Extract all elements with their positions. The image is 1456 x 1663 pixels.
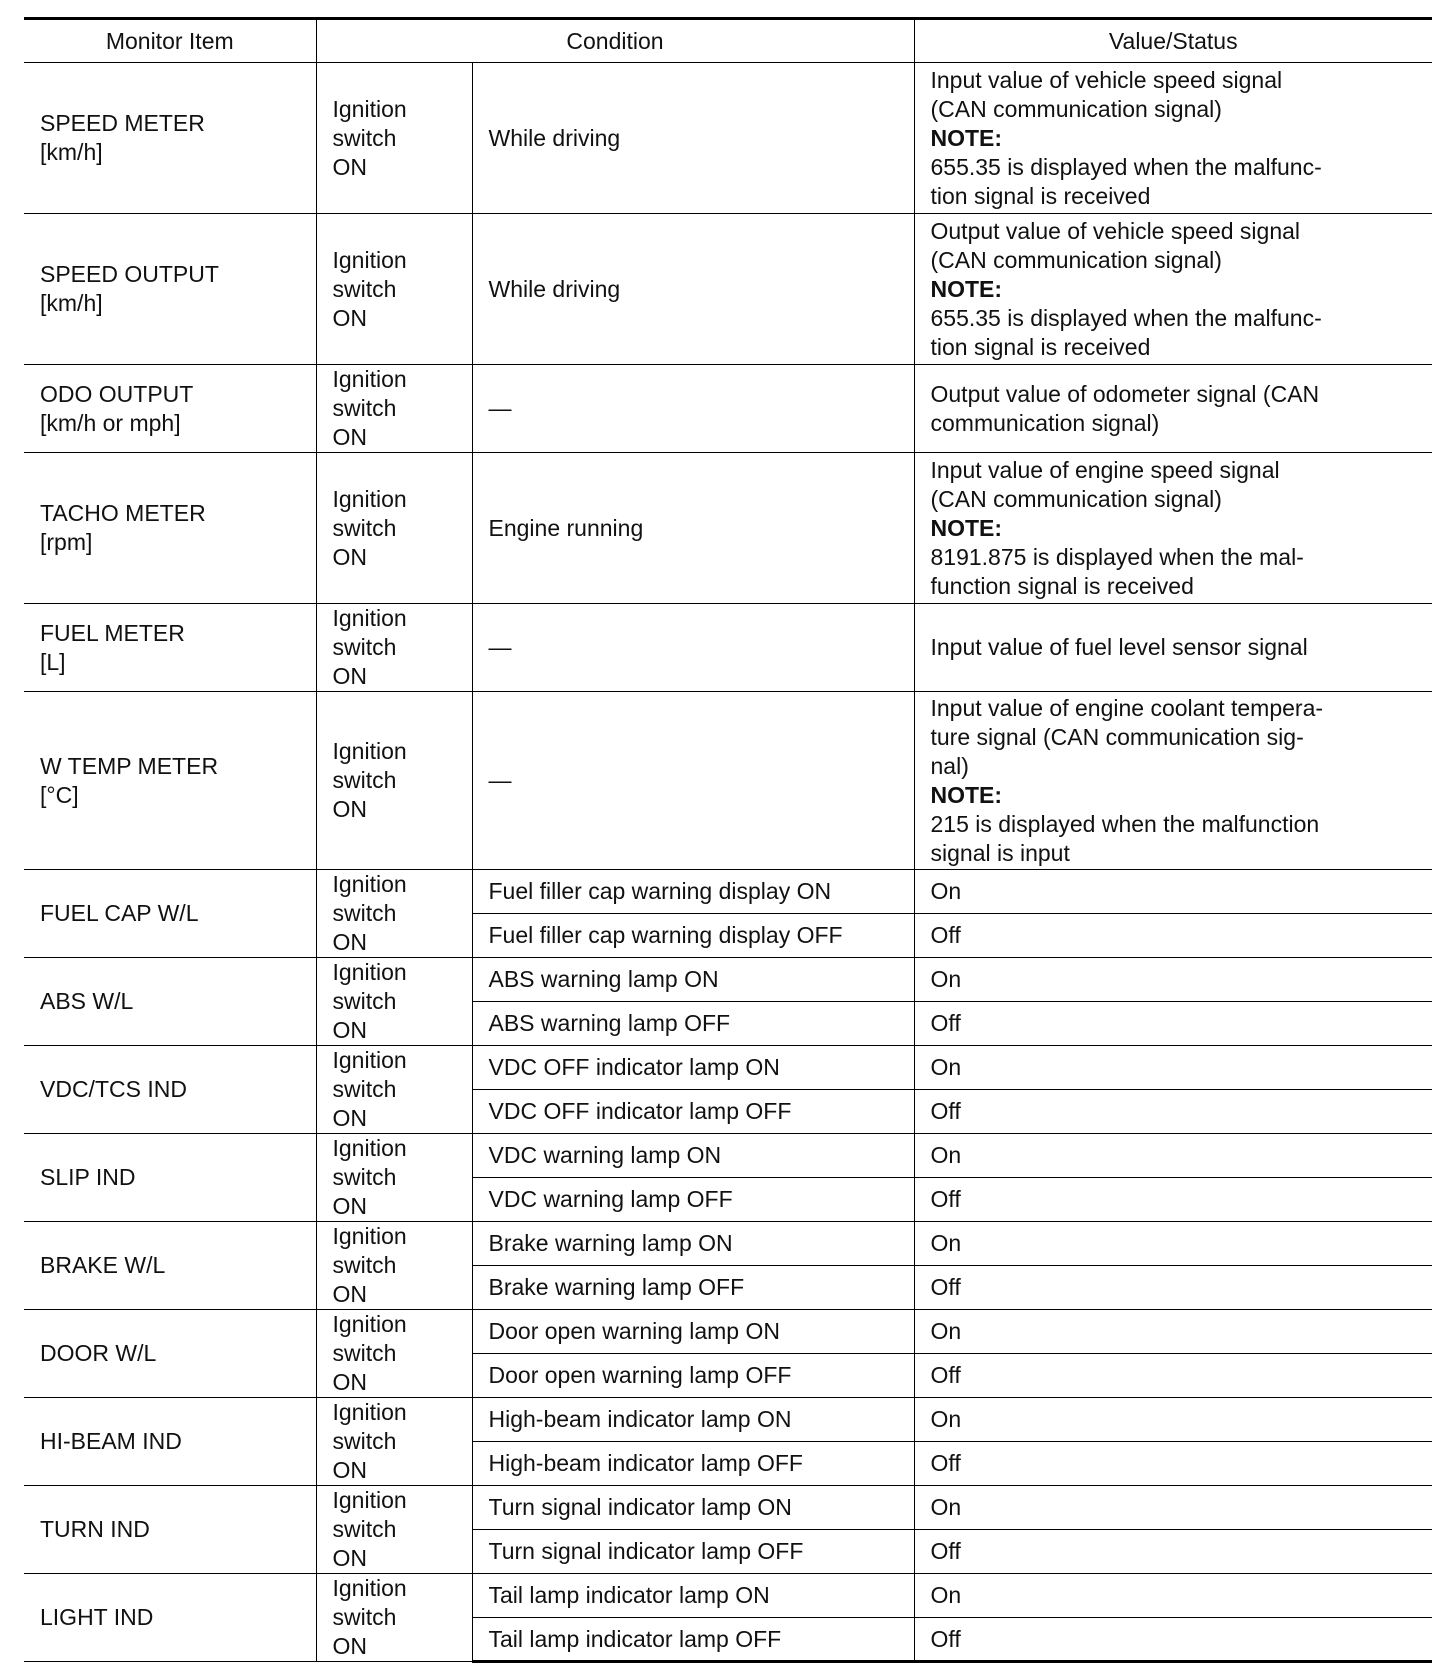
text-line: Ignition switch bbox=[332, 1223, 407, 1278]
status-off-cell: Off bbox=[914, 1090, 1432, 1134]
text-line: TACHO METER bbox=[40, 500, 206, 526]
text-line: ON bbox=[332, 663, 367, 689]
text-line: ON bbox=[332, 929, 367, 955]
note-label: NOTE: bbox=[930, 124, 1003, 151]
table-header-row bbox=[24, 19, 1432, 63]
condition-off-cell: VDC warning lamp OFF bbox=[472, 1178, 914, 1222]
monitor-item-cell: VDC/TCS IND bbox=[24, 1046, 316, 1134]
condition-cell: While driving bbox=[472, 214, 914, 365]
text-line: Ignition switch bbox=[332, 605, 407, 660]
condition-cell: While driving bbox=[472, 63, 914, 214]
table-row bbox=[24, 1310, 1432, 1354]
text-line: Ignition switch bbox=[332, 1047, 407, 1102]
table-body bbox=[24, 63, 1432, 1662]
value-status-cell bbox=[914, 692, 1432, 870]
text-line: Input value of fuel level sensor signal bbox=[930, 634, 1308, 660]
condition-cell: Engine running bbox=[472, 453, 914, 604]
text-line: Ignition switch bbox=[332, 1311, 407, 1366]
text-line: 8191.875 is displayed when the mal- bbox=[930, 543, 1304, 570]
text-line: tion signal is received bbox=[930, 182, 1151, 209]
condition-off-cell: Turn signal indicator lamp OFF bbox=[472, 1530, 914, 1574]
ignition-condition-cell bbox=[316, 604, 472, 692]
text-line: Input value of engine speed signal bbox=[930, 456, 1280, 483]
table-row bbox=[24, 453, 1432, 604]
condition-off-cell: Fuel filler cap warning display OFF bbox=[472, 914, 914, 958]
text-line: [rpm] bbox=[40, 529, 93, 555]
monitor-item-cell: LIGHT IND bbox=[24, 1574, 316, 1662]
table-row bbox=[24, 1574, 1432, 1618]
status-on-cell: On bbox=[914, 870, 1432, 914]
ignition-condition-cell bbox=[316, 1486, 472, 1574]
status-on-cell: On bbox=[914, 1310, 1432, 1354]
condition-off-cell: Door open warning lamp OFF bbox=[472, 1354, 914, 1398]
table-row bbox=[24, 604, 1432, 692]
ignition-condition-cell bbox=[316, 1134, 472, 1222]
text-line: Ignition switch bbox=[332, 246, 407, 302]
monitor-item-cell bbox=[24, 214, 316, 365]
condition-on-cell: VDC warning lamp ON bbox=[472, 1134, 914, 1178]
status-on-cell: On bbox=[914, 1222, 1432, 1266]
text-line: ON bbox=[332, 153, 367, 180]
note-label: NOTE: bbox=[930, 514, 1003, 541]
text-line: (CAN communication signal) bbox=[930, 95, 1222, 122]
table-row bbox=[24, 63, 1432, 214]
condition-off-cell: High-beam indicator lamp OFF bbox=[472, 1442, 914, 1486]
status-off-cell: Off bbox=[914, 1530, 1432, 1574]
monitor-item-cell bbox=[24, 365, 316, 453]
text-line: Ignition switch bbox=[332, 1135, 407, 1190]
condition-cell: — bbox=[472, 365, 914, 453]
text-line: [L] bbox=[40, 648, 66, 675]
value-status-cell bbox=[914, 365, 1432, 453]
ignition-condition-cell bbox=[316, 1310, 472, 1398]
header-value-status: Value/Status bbox=[914, 19, 1432, 63]
condition-off-cell: VDC OFF indicator lamp OFF bbox=[472, 1090, 914, 1134]
text-line: Ignition switch bbox=[332, 1399, 407, 1454]
text-line: Ignition switch bbox=[332, 1575, 407, 1630]
status-off-cell: Off bbox=[914, 1178, 1432, 1222]
status-off-cell: Off bbox=[914, 1354, 1432, 1398]
text-line: ture signal (CAN communication sig- bbox=[930, 723, 1304, 750]
text-line: Input value of engine coolant tempera- bbox=[930, 694, 1324, 721]
condition-on-cell: Tail lamp indicator lamp ON bbox=[472, 1574, 914, 1618]
monitor-table bbox=[24, 17, 1432, 1663]
text-line: ON bbox=[332, 1193, 367, 1219]
text-line: ON bbox=[332, 1457, 367, 1483]
text-line: Ignition switch bbox=[332, 366, 407, 421]
text-line: 655.35 is displayed when the malfunc- bbox=[930, 153, 1322, 180]
text-line: Ignition switch bbox=[332, 1487, 407, 1542]
text-line: ON bbox=[332, 304, 367, 331]
ignition-condition-cell bbox=[316, 214, 472, 365]
text-line: Ignition switch bbox=[332, 738, 407, 793]
monitor-item-cell: HI-BEAM IND bbox=[24, 1398, 316, 1486]
monitor-item-cell: TURN IND bbox=[24, 1486, 316, 1574]
condition-on-cell: Turn signal indicator lamp ON bbox=[472, 1486, 914, 1530]
condition-on-cell: Door open warning lamp ON bbox=[472, 1310, 914, 1354]
monitor-item-cell: ABS W/L bbox=[24, 958, 316, 1046]
ignition-condition-cell bbox=[316, 365, 472, 453]
text-line: Output value of vehicle speed signal bbox=[930, 217, 1301, 244]
value-status-cell bbox=[914, 604, 1432, 692]
table-row bbox=[24, 692, 1432, 870]
monitor-item-cell: FUEL CAP W/L bbox=[24, 870, 316, 958]
note-label: NOTE: bbox=[930, 781, 1003, 808]
text-line: ODO OUTPUT bbox=[40, 380, 194, 407]
text-line: Ignition switch bbox=[332, 485, 407, 541]
ignition-condition-cell bbox=[316, 1574, 472, 1662]
status-off-cell: Off bbox=[914, 1618, 1432, 1662]
monitor-item-cell bbox=[24, 453, 316, 604]
header-condition: Condition bbox=[316, 19, 914, 63]
text-line: ON bbox=[332, 424, 367, 450]
text-line: nal) bbox=[930, 752, 969, 779]
ignition-condition-cell bbox=[316, 63, 472, 214]
text-line: (CAN communication signal) bbox=[930, 246, 1222, 273]
text-line: FUEL METER bbox=[40, 619, 185, 646]
header-monitor-item: Monitor Item bbox=[24, 19, 316, 63]
text-line: ON bbox=[332, 1105, 367, 1131]
table-row bbox=[24, 870, 1432, 914]
monitor-item-cell: BRAKE W/L bbox=[24, 1222, 316, 1310]
text-line: ON bbox=[332, 1633, 367, 1659]
text-line: ON bbox=[332, 796, 367, 822]
condition-off-cell: Brake warning lamp OFF bbox=[472, 1266, 914, 1310]
ignition-condition-cell bbox=[316, 958, 472, 1046]
value-status-cell bbox=[914, 214, 1432, 365]
text-line: ON bbox=[332, 1017, 367, 1043]
monitor-item-cell bbox=[24, 63, 316, 214]
status-on-cell: On bbox=[914, 1574, 1432, 1618]
text-line: Ignition switch bbox=[332, 959, 407, 1014]
text-line: ON bbox=[332, 1545, 367, 1571]
status-on-cell: On bbox=[914, 1134, 1432, 1178]
table-row bbox=[24, 958, 1432, 1002]
ignition-condition-cell bbox=[316, 870, 472, 958]
text-line: SPEED METER bbox=[40, 110, 205, 136]
text-line: function signal is received bbox=[930, 572, 1194, 599]
table-row bbox=[24, 214, 1432, 365]
status-off-cell: Off bbox=[914, 1266, 1432, 1310]
value-status-cell bbox=[914, 453, 1432, 604]
monitor-item-cell bbox=[24, 604, 316, 692]
text-line: ON bbox=[332, 1369, 367, 1395]
text-line: [km/h or mph] bbox=[40, 409, 181, 436]
ignition-condition-cell bbox=[316, 453, 472, 604]
status-on-cell: On bbox=[914, 1398, 1432, 1442]
text-line: W TEMP METER bbox=[40, 752, 219, 779]
text-line: ON bbox=[332, 543, 367, 570]
status-on-cell: On bbox=[914, 1046, 1432, 1090]
condition-on-cell: Brake warning lamp ON bbox=[472, 1222, 914, 1266]
text-line: tion signal is received bbox=[930, 333, 1151, 360]
table-row bbox=[24, 1486, 1432, 1530]
table-row bbox=[24, 1134, 1432, 1178]
table-row bbox=[24, 1046, 1432, 1090]
text-line: 215 is displayed when the malfunction bbox=[930, 810, 1320, 837]
value-status-cell bbox=[914, 63, 1432, 214]
status-off-cell: Off bbox=[914, 1442, 1432, 1486]
condition-on-cell: Fuel filler cap warning display ON bbox=[472, 870, 914, 914]
ignition-condition-cell bbox=[316, 692, 472, 870]
text-line: Output value of odometer signal (CAN bbox=[930, 380, 1320, 407]
text-line: ON bbox=[332, 1281, 367, 1307]
text-line: signal is input bbox=[930, 839, 1070, 866]
monitor-item-cell: DOOR W/L bbox=[24, 1310, 316, 1398]
status-on-cell: On bbox=[914, 1486, 1432, 1530]
text-line: Ignition switch bbox=[332, 95, 407, 151]
condition-on-cell: High-beam indicator lamp ON bbox=[472, 1398, 914, 1442]
ignition-condition-cell bbox=[316, 1222, 472, 1310]
status-off-cell: Off bbox=[914, 914, 1432, 958]
monitor-item-cell bbox=[24, 692, 316, 870]
text-line: 655.35 is displayed when the malfunc- bbox=[930, 304, 1322, 331]
text-line: Ignition switch bbox=[332, 871, 407, 926]
ignition-condition-cell bbox=[316, 1398, 472, 1486]
condition-off-cell: Tail lamp indicator lamp OFF bbox=[472, 1618, 914, 1662]
condition-cell: — bbox=[472, 604, 914, 692]
text-line: [km/h] bbox=[40, 290, 103, 316]
ignition-condition-cell bbox=[316, 1046, 472, 1134]
condition-cell: — bbox=[472, 692, 914, 870]
condition-off-cell: ABS warning lamp OFF bbox=[472, 1002, 914, 1046]
status-on-cell: On bbox=[914, 958, 1432, 1002]
table-row bbox=[24, 1222, 1432, 1266]
text-line: [km/h] bbox=[40, 139, 103, 165]
condition-on-cell: ABS warning lamp ON bbox=[472, 958, 914, 1002]
text-line: SPEED OUTPUT bbox=[40, 261, 219, 287]
text-line: (CAN communication signal) bbox=[930, 485, 1222, 512]
table-row bbox=[24, 1398, 1432, 1442]
monitor-item-cell: SLIP IND bbox=[24, 1134, 316, 1222]
note-label: NOTE: bbox=[930, 275, 1003, 302]
text-line: Input value of vehicle speed signal bbox=[930, 66, 1283, 93]
condition-on-cell: VDC OFF indicator lamp ON bbox=[472, 1046, 914, 1090]
status-off-cell: Off bbox=[914, 1002, 1432, 1046]
text-line: [°C] bbox=[40, 781, 79, 808]
text-line: communication signal) bbox=[930, 409, 1160, 436]
table-row bbox=[24, 365, 1432, 453]
